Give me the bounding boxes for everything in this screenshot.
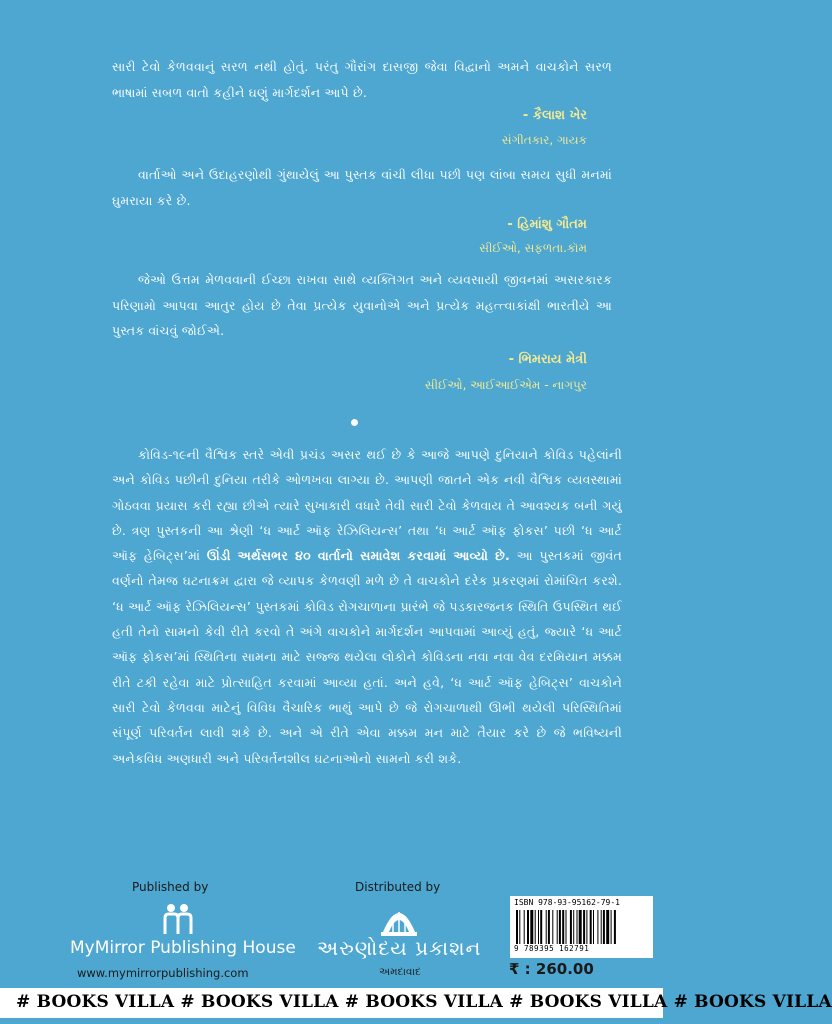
barcode-bar (590, 910, 592, 944)
barcode-bar (530, 910, 533, 944)
price: ₹ : 260.00 (509, 960, 594, 978)
barcode-bar (535, 910, 536, 944)
barcode-bar (611, 910, 612, 944)
barcode-bar (519, 910, 520, 944)
description-body (112, 442, 622, 771)
testimonial-2-quote: વાર્તાઓ અને ઉદાહરણોથી ગુંથાયેલું આ પુસ્તક વાંચી લીધા પછી પણ લાંબા સમય સુધી મનમાં ઘુમરાયા કરે છે. (112, 167, 612, 208)
barcode-bar (540, 910, 542, 944)
barcode-bar (566, 910, 567, 944)
distributor-name: અરુણોદય પ્રકાશન (317, 936, 482, 960)
barcode-bar (606, 910, 609, 944)
watermark-banner (0, 988, 832, 1018)
barcode-bar (593, 910, 594, 944)
publisher-name: MyMirror Publishing House (70, 938, 296, 958)
barcode-bar (597, 910, 598, 944)
barcode-bar (524, 910, 525, 944)
description-part-2: આ પુસ્તકમાં જીવંત વર્ણનો તેમજ ઘટનાક્રમ દ્વારા જે વ્યાપક કેળવણી મળે છે તે વાચકોને દરેક પ્રકરણમાં રોમાંચિત કરશે. ‘ધ આર્ટ ઑફ રેઝિલિયન્સ’ પુસ્તકમાં કોવિડ રોગચાળાના પ્રારંભે જે પડકારજનક સ્થિતિ ઉપસ્થિત થઈ હતી તેનો સામનો કેવી રીતે કરવો તે અંગે વાચકોને માર્ગદર્શન આપવામાં આવ્યું હતું, જ્યારે ‘ધ આર્ટ ઑફ ફોકસ’માં સ્થિતિના સામના માટે સજ્જ થયેલા લોકોને કોવિડના નવા નવા વેવ દરમિયાન મક્કમ રીતે ટકી રહેવા માટે પ્રોત્સાહિત કરવામાં આવ્યા હતાં. અને હવે, ‘ધ આર્ટ ઑફ હેબિટ્સ’ વાચકોને સારી ટેવો કેળવવા માટેનું વિવિધ વૈચારિક ભાથું આપે છે જે રોગચાળાથી ઊભી થયેલી પરિસ્થિતિમાં સંપૂર્ણ પરિવર્તન લાવી શકે છે. અને એ રીતે એવા મક્કમ મન માટે તૈયાર કરે છે જે ભવિષ્યની અનેકવિધ અણધારી અને પરિવર્તનશીલ ઘટનાઓનો સામનો કરી શકે. (112, 548, 622, 766)
publisher-url: www.mymirrorpublishing.com (77, 966, 249, 980)
barcode-bar (579, 910, 582, 944)
testimonial-1-role: સંગીતકાર, ગાયક (501, 133, 587, 147)
distributed-by-label: Distributed by (355, 880, 441, 894)
barcode-bar (570, 910, 572, 944)
bullet-dot (351, 419, 358, 426)
distributor-city: અમદાવાદ (379, 966, 421, 978)
distributor-logo-icon (377, 898, 421, 938)
barcode-bar (577, 910, 578, 944)
description-part-1: કોવિડ-૧૯ની વૈશ્વિક સ્તરે એવી પ્રચંડ અસર થઈ છે કે આજે આપણે દુનિયાને કોવિડ પહેલાંની અને કોવિડ પછીની દુનિયા તરીકે ઓળખવા લાગ્યા છે. આપણી જાતને એક નવી વૈશ્વિક વ્યવસ્થામાં ગોઠવવા પ્રયાસ કરી રહ્યા છીએ ત્યારે સુખાકારી વધારે તેવી સારી ટેવો કેળવાય તે આવશ્યક બની ગયું છે. ત્રણ પુસ્તકની આ શ્રેણી ‘ધ આર્ટ ઑફ રેઝિલિયન્સ’ તથા ‘ધ આર્ટ ઑફ ફોકસ’ પછી ‘ધ આર્ટ ઑફ હેબિટ્સ’માં (112, 447, 622, 564)
description-bold: ઊંડી અર્થસભર ૪૦ વાર્તાનો સમાવેશ કરવામાં આવ્યો છે. (206, 548, 510, 564)
barcode-bar (527, 910, 529, 944)
barcode-bar (601, 910, 602, 944)
barcode-bar (573, 910, 574, 944)
barcode-bar (586, 910, 587, 944)
testimonial-2-role: સીઈઓ, સફળતા.કૉમ (479, 241, 587, 255)
testimonial-3-name: - ભિમરાય મેત્રી (508, 352, 587, 367)
barcode-bar (548, 910, 550, 944)
barcode-bar (603, 910, 605, 944)
barcode-digits: 9 789395 162791 (514, 944, 590, 953)
isbn-barcode-box (510, 896, 653, 958)
barcode-bar (557, 910, 558, 944)
barcode-bar (562, 910, 564, 944)
barcode-bar (538, 910, 539, 944)
barcode-bar (583, 910, 585, 944)
isbn-label: ISBN 978-93-95162-79-1 (514, 898, 620, 907)
barcode-bar (614, 910, 616, 944)
testimonial-1-quote: સારી ટેવો કેળવવાનું સરળ નથી હોતું. પરંતુ ગૌરાંગ દાસજી જેવા વિદ્વાનો અમને વાચકોને સરળ ભાષામાં સબળ વાતો કહીને ઘણું માર્ગદર્શન આપે છે. (112, 59, 612, 100)
testimonial-3-quote: જેઓ ઉત્તમ મેળવવાની ઈચ્છા રાખવા સાથે વ્યક્તિગત અને વ્યવસાયી જીવનમાં અસરકારક પરિણામો આપવા આતુર હોય છે તેવા પ્રત્યેક યુવાનોએ અને પ્રત્યેક મહત્ત્વાકાંક્ષી ભારતીયે આ પુસ્તક વાંચવું જોઈએ. (112, 272, 612, 338)
barcode (516, 910, 648, 944)
testimonial-3-role: સીઈઓ, આઈઆઈએમ - નાગપુર (424, 378, 587, 392)
watermark-banner-text: # BOOKS VILLA # BOOKS VILLA # BOOKS VILLA # BOOKS VILLA # BOOKS VILLA (16, 992, 832, 1012)
published-by-label: Published by (132, 880, 209, 894)
barcode-bar (559, 910, 561, 944)
barcode-bar (516, 910, 518, 944)
testimonial-2-name: - હિમાંશુ ગૌતમ (507, 217, 587, 232)
publisher-logo-icon (160, 903, 196, 935)
barcode-bar (546, 910, 547, 944)
barcode-bar (552, 910, 553, 944)
testimonial-1-name: - કૈલાશ ખેર (522, 108, 587, 123)
